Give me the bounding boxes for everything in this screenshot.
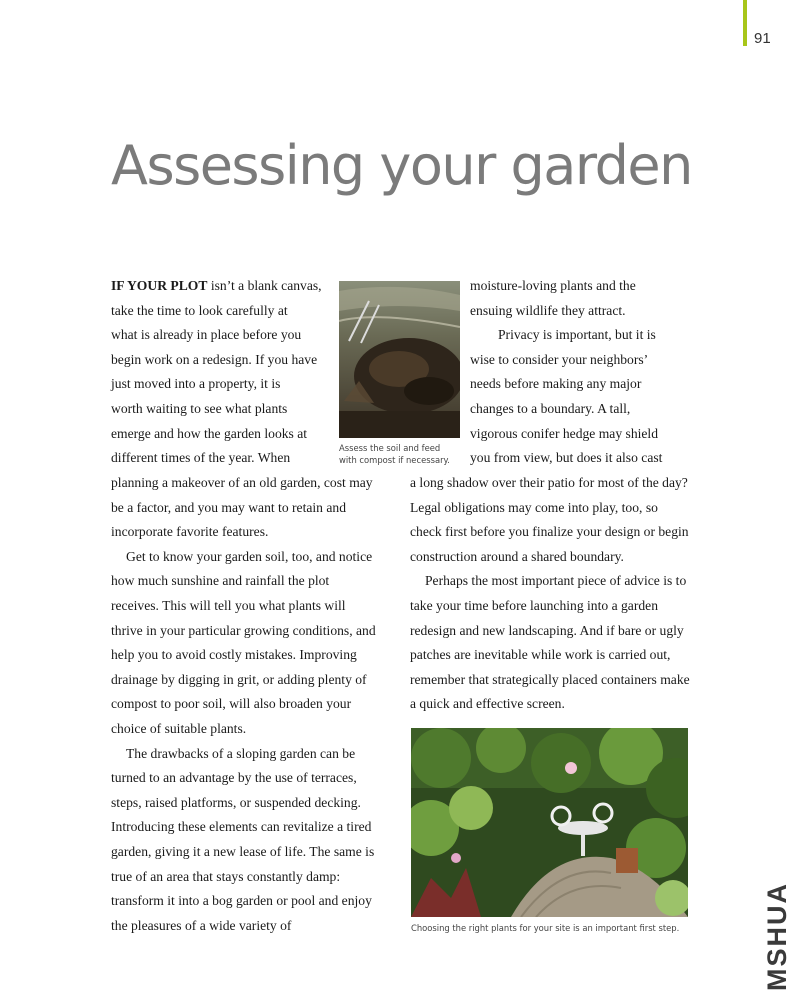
paragraph: planning a makeover of an old garden, cost may be a factor, and you may want to retain and incorporate favorite features. xyxy=(111,475,373,540)
paragraph: The drawbacks of a sloping garden can be turned to an advantage by the use of terraces, steps, raised platforms, or suspended decking. Introducing these elements can revitalize a tired garden, giving it a new lease of life. The same is true of an area that stays constantly damp: transform it into a bog garden or pool and enjoy the pleasures of a wide variety of xyxy=(111,745,375,933)
right-column xyxy=(410,471,692,717)
left-column xyxy=(111,471,376,938)
text-line: Privacy is important, but it is xyxy=(498,327,656,343)
soil-photo-caption: Assess the soil and feed with compost if necessary. xyxy=(339,443,450,465)
garden-photo xyxy=(411,728,688,917)
text-line: emerge and how the garden looks at xyxy=(111,425,308,441)
text-line: worth waiting to see what plants xyxy=(111,400,288,416)
page-title: Assessing your garden xyxy=(111,134,692,197)
text-line: needs before making any major xyxy=(470,376,642,392)
right-column-top xyxy=(470,274,695,471)
text-line: you from view, but does it also cast xyxy=(470,450,663,466)
left-column-top xyxy=(111,274,339,471)
text-line: begin work on a redesign. If you have xyxy=(111,351,318,367)
paragraph: a long shadow over their patio for most of the day? Legal obligations may come into play, too, so check first before you finalize your design or begin construction around a shared boundary. xyxy=(410,475,689,564)
paragraph: Get to know your garden soil, too, and notice how much sunshine and rainfall the plot receives. This will tell you what plants will thrive in your particular growing conditions, and help you to avoid costly mistakes. Improving drainage by digging in grit, or adding plenty of compost to poor soil, will also broaden your choice of suitable plants. xyxy=(111,548,376,736)
text-line: different times of the year. When xyxy=(111,450,291,466)
text-line: what is already in place before you xyxy=(111,327,302,343)
side-tab: MSHUA xyxy=(761,881,792,991)
soil-photo xyxy=(339,281,460,438)
text-line: just moved into a property, it is xyxy=(111,376,281,392)
text-line: wise to consider your neighbors’ xyxy=(470,351,649,367)
text-line: vigorous conifer hedge may shield xyxy=(470,425,658,441)
garden-photo-caption: Choosing the right plants for your site is an important first step. xyxy=(411,923,680,933)
page-number: 91 xyxy=(754,30,771,47)
text-line: ensuing wildlife they attract. xyxy=(470,302,626,318)
text-line: moisture-loving plants and the xyxy=(470,278,636,293)
accent-bar xyxy=(743,0,747,46)
text-line: IF YOUR PLOT isn’t a blank canvas, xyxy=(111,278,322,293)
lead-in: IF YOUR PLOT xyxy=(111,278,208,293)
text-line: take the time to look carefully at xyxy=(111,302,288,318)
paragraph: Perhaps the most important piece of advice is to take your time before launching into a garden redesign and new landscaping. And if bare or ugly patches are inevitable while work is carried out, remember that strategically placed containers make a quick and effective screen. xyxy=(410,573,690,712)
text-line: changes to a boundary. A tall, xyxy=(470,400,631,416)
